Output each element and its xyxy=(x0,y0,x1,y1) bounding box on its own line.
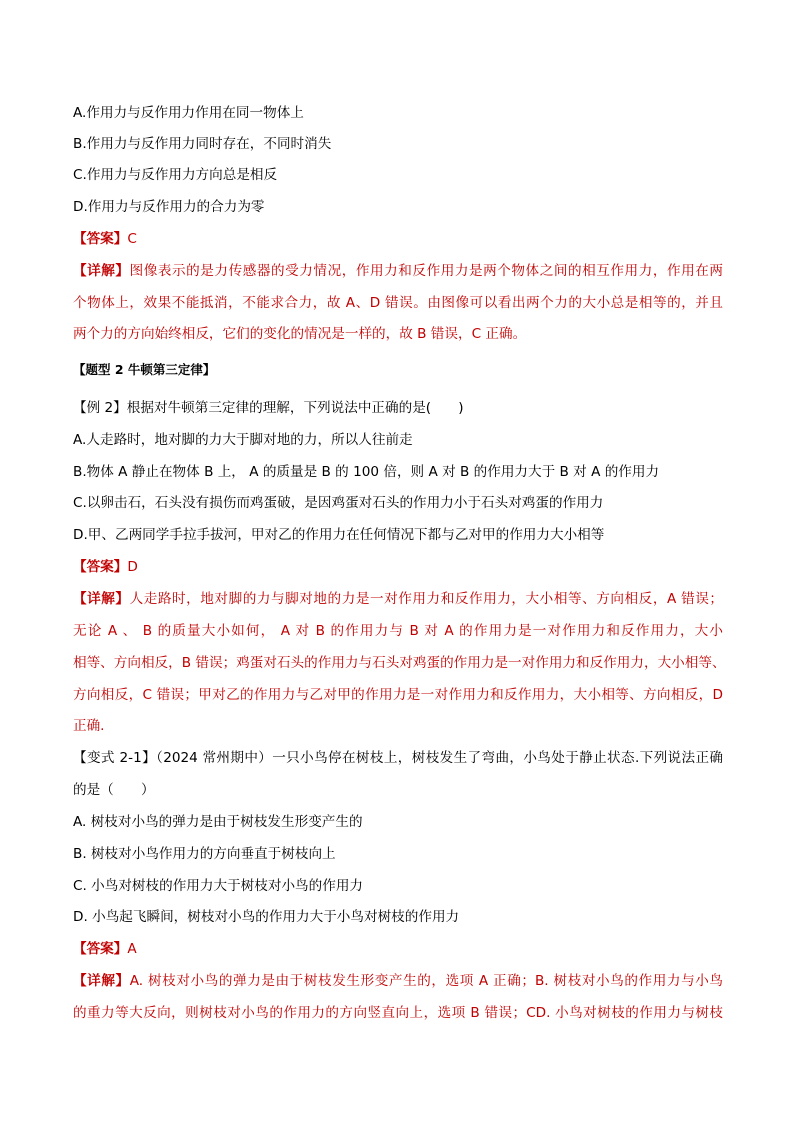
q3-stem-line: 的是（ ） xyxy=(73,782,155,798)
q2-detail-line: 相等、方向相反，B 错误；鸡蛋对石头的作用力与石头对鸡蛋的作用力是一对作用力和反作用力，大小相等、 xyxy=(73,655,726,671)
detail-text: A. 树枝对小鸟的弹力是由于树枝发生形变产生的，选项 A 正确；B. 树枝对小鸟的作用力与小鸟 xyxy=(129,973,724,989)
q1-option-a: A.作用力与反作用力作用在同一物体上 xyxy=(73,105,304,121)
q1-option-c: C.作用力与反作用力方向总是相反 xyxy=(73,167,278,183)
q3-detail-line xyxy=(73,971,723,991)
q2-detail-line: 正确. xyxy=(73,718,105,734)
q3-stem-line: 【变式 2-1】（2024 常州期中）一只小鸟停在树枝上，树枝发生了弯曲，小鸟处于静止状态.下列说法正确 xyxy=(73,750,723,766)
q2-detail-line: 方向相反，C 错误；甲对乙的作用力与乙对甲的作用力是一对作用力和反作用力，大小相等、方向相反，D xyxy=(73,687,723,703)
q2-detail-line xyxy=(73,589,723,609)
q3-answer xyxy=(73,939,723,959)
q3-detail-line: 的重力等大反向，则树枝对小鸟的作用力的方向竖直向上，选项 B 错误；CD. 小鸟对树枝的作用力与树枝 xyxy=(73,1005,723,1021)
q2-option-c: C.以卵击石，石头没有损伤而鸡蛋破，是因鸡蛋对石头的作用力小于石头对鸡蛋的作用力 xyxy=(73,495,604,511)
detail-text: 图像表示的是力传感器的受力情况，作用力和反作用力是两个物体之间的相互作用力，作用在两 xyxy=(129,263,724,279)
q3-option-b: B. 树枝对小鸟作用力的方向垂直于树枝向上 xyxy=(73,846,336,862)
q3-option-c: C. 小鸟对树枝的作用力大于树枝对小鸟的作用力 xyxy=(73,878,364,894)
section-title: 【题型 2 牛顿第三定律】 xyxy=(73,362,216,377)
q3-option-d: D. 小鸟起飞瞬间，树枝对小鸟的作用力大于小鸟对树枝的作用力 xyxy=(73,909,460,925)
q1-answer xyxy=(73,229,723,249)
detail-text: 人走路时，地对脚的力与脚对地的力是一对作用力和反作用力，大小相等、方向相反，A 错误； xyxy=(129,591,724,607)
detail-label: 【详解】 xyxy=(73,591,130,607)
q2-detail-line: 无论 A 、 B 的质量大小如何， A 对 B 的作用力与 B 对 A 的作用力是一对作用力和反作用力，大小 xyxy=(73,623,723,639)
q2-option-d: D.甲、乙两同学手拉手拔河，甲对乙的作用力在任何情况下都与乙对甲的作用力大小相等 xyxy=(73,527,605,543)
q1-detail-line: 个物体上，效果不能抵消，不能求合力，故 A、D 错误。由图像可以看出两个力的大小总是相等的，并且 xyxy=(73,295,723,311)
answer-value: C xyxy=(127,231,137,247)
q1-detail-line xyxy=(73,261,723,281)
q2-option-b: B.物体 A 静止在物体 B 上， A 的质量是 B 的 100 倍，则 A 对 B 的作用力大于 B 对 A 的作用力 xyxy=(73,464,660,480)
detail-label: 【详解】 xyxy=(73,263,130,279)
answer-label: 【答案】 xyxy=(73,941,128,957)
q1-option-b: B.作用力与反作用力同时存在，不同时消失 xyxy=(73,136,332,152)
q2-option-a: A.人走路时，地对脚的力大于脚对地的力，所以人往前走 xyxy=(73,432,413,448)
q2-stem: 【例 2】根据对牛顿第三定律的理解，下列说法中正确的是( ) xyxy=(73,400,464,416)
answer-label: 【答案】 xyxy=(73,231,128,247)
q1-option-d: D.作用力与反作用力的合力为零 xyxy=(73,199,265,215)
q2-answer xyxy=(73,557,723,577)
answer-value: A xyxy=(127,941,137,957)
answer-label: 【答案】 xyxy=(73,559,128,575)
detail-label: 【详解】 xyxy=(73,973,130,989)
q1-detail-line: 两个力的方向始终相反，它们的变化的情况是一样的，故 B 错误，C 正确。 xyxy=(73,326,527,342)
answer-value: D xyxy=(127,559,138,575)
q3-option-a: A. 树枝对小鸟的弹力是由于树枝发生形变产生的 xyxy=(73,814,363,830)
